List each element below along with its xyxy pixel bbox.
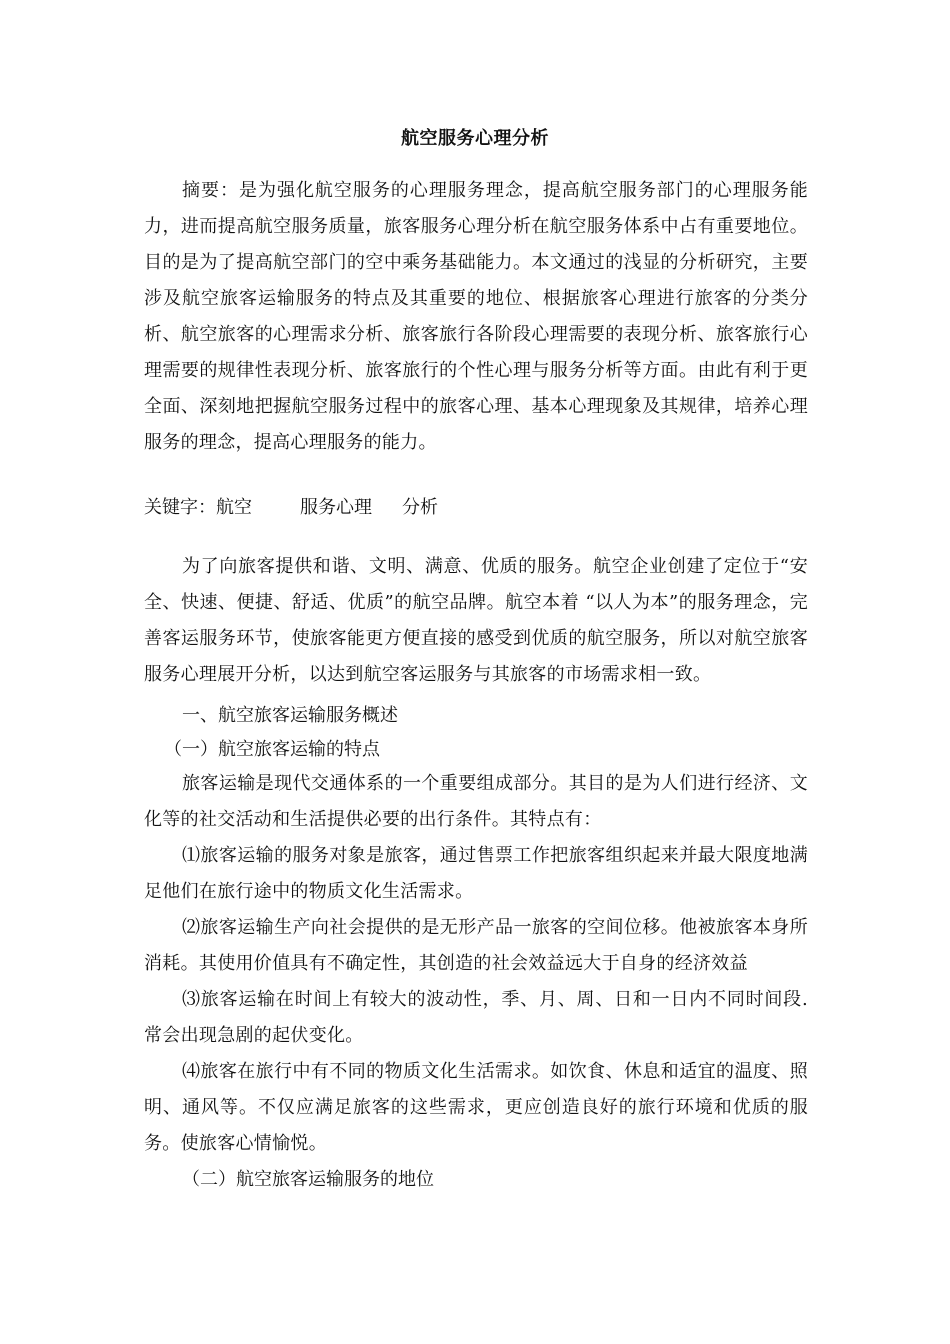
list-item-3: ⑶旅客运输在时间上有较大的波动性，季、月、周、日和一日内不同时间段.常会出现急剧的起伏变化。: [144, 989, 808, 1046]
keyword-3: 分析: [402, 497, 438, 518]
keyword-label: 关键字：航空: [144, 497, 252, 518]
intro-paragraph: 为了向旅客提供和谐、文明、满意、优质的服务。航空企业创建了定位于“安全、快速、便捷、舒适、优质”的航空品牌。航空本着 “以人为本”的服务理念，完善客运服务环节，使旅客能更方便直接的感受到优质的航空服务，所以对航空旅客服务心理展开分析，以达到航空客运服务与其旅客的市场需求相一致。: [144, 556, 808, 685]
list-item-2: ⑵旅客运输生产向社会提供的是无形产品一旅客的空间位移。他被旅客本身所消耗。其使用价值具有不确定性，其创造的社会效益远大于自身的经济效益: [144, 917, 808, 974]
subsection-heading-1: （一）航空旅客运输的特点: [164, 739, 380, 760]
abstract-paragraph: 摘要：是为强化航空服务的心理服务理念，提高航空服务部门的心理服务能力，进而提高航空服务质量，旅客服务心理分析在航空服务体系中占有重要地位。目的是为了提高航空部门的空中乘务基础能力。本文通过的浅显的分析研究，主要涉及航空旅客运输服务的特点及其重要的地位、根据旅客心理进行旅客的分类分析、航空旅客的心理需求分析、旅客旅行各阶段心理需要的表现分析、旅客旅行心理需要的规律性表现分析、旅客旅行的个性心理与服务分析等方面。由此有利于更全面、深刻地把握航空服务过程中的旅客心理、基本心理现象及其规律，培养心理服务的理念，提高心理服务的能力。: [144, 180, 808, 453]
list-item-1: ⑴旅客运输的服务对象是旅客，通过售票工作把旅客组织起来并最大限度地满足他们在旅行途中的物质文化生活需求。: [144, 845, 808, 902]
section-heading-1: 一、航空旅客运输服务概述: [182, 705, 398, 726]
subsection-heading-2: （二）航空旅客运输服务的地位: [182, 1169, 434, 1190]
list-item-4: ⑷旅客在旅行中有不同的物质文化生活需求。如饮食、休息和适宜的温度、照明、通风等。不仅应满足旅客的这些需求，更应创造良好的旅行环境和优质的服务。使旅客心情愉悦。: [144, 1061, 808, 1154]
document-title: 航空服务心理分析: [401, 128, 549, 149]
keyword-2: 服务心理: [300, 497, 372, 518]
subsection-1-text: 旅客运输是现代交通体系的一个重要组成部分。其目的是为人们进行经济、文化等的社交活动和生活提供必要的出行条件。其特点有：: [144, 773, 808, 830]
keywords-line: [144, 490, 438, 526]
